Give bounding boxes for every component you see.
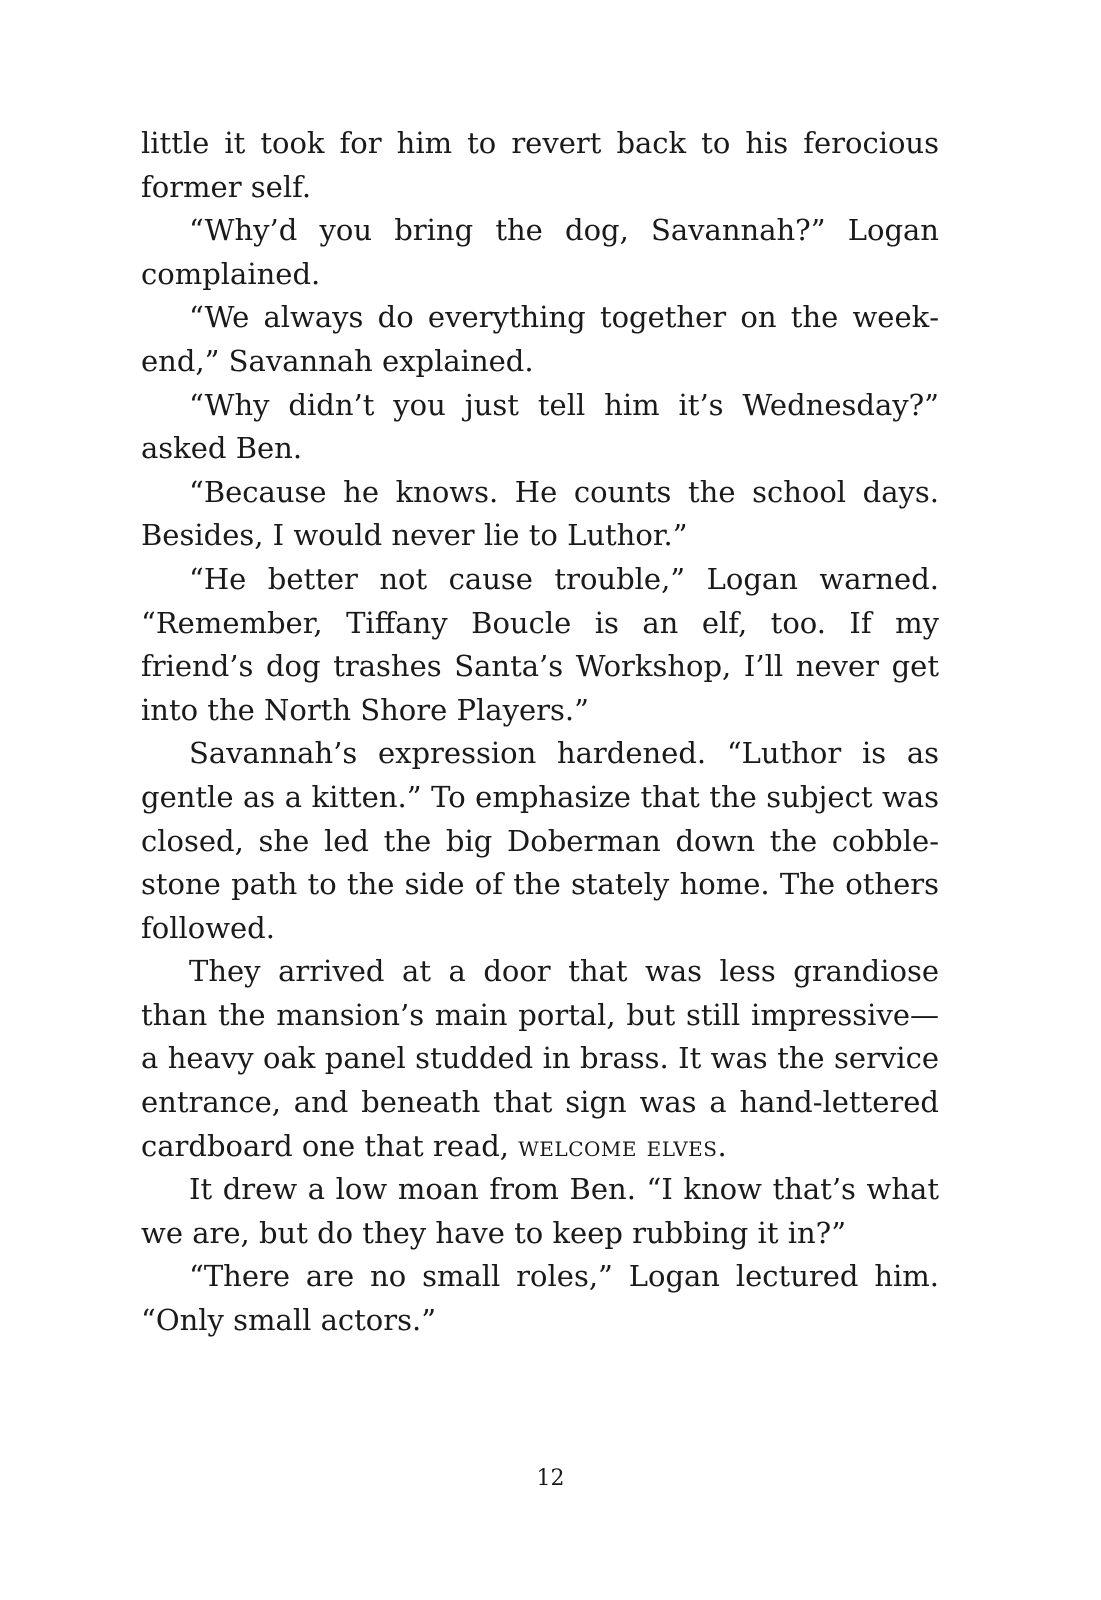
paragraph-8-end: . — [717, 1128, 727, 1163]
paragraph-8-text: They arrived at a door that was less grandiose than the mansion’s main portal, but still impressive—a heavy oak panel studded in brass. It was the service entrance, and beneath that sign was a hand-lettered cardboard one that read, — [141, 954, 939, 1163]
page-number: 12 — [536, 1466, 565, 1491]
paragraph-3: “We always do everything together on the weekend,” Savannah explained. — [141, 300, 939, 378]
paragraph-1: little it took for him to revert back to his ferocious former self. — [141, 126, 939, 204]
body-text — [141, 122, 939, 1343]
paragraph-10: “There are no small roles,” Logan lectured him. “Only small actors.” — [141, 1259, 939, 1338]
paragraph-4: “Why didn’t you just tell him it’s Wednesday?” asked Ben. — [141, 387, 939, 466]
sign-text: welcome elves — [518, 1128, 718, 1163]
paragraph-2: “Why’d you bring the dog, Savannah?” Logan complained. — [141, 213, 939, 291]
paragraph-5: “Because he knows. He counts the school days. Besides, I would never lie to Luthor.” — [141, 474, 939, 553]
paragraph-9: It drew a low moan from Ben. “I know that’s what we are, but do they have to keep rubbing it in?” — [141, 1172, 939, 1250]
paragraph-8 — [141, 950, 939, 1168]
paragraph-7: Savannah’s expression hardened. “Luthor is as gentle as a kitten.” To emphasize that the subject was closed, she led the big Doberman down the cobblestone path to the side of the stately home. The others followed. — [141, 736, 939, 945]
paragraph-6: “He better not cause trouble,” Logan warned. “Remember, Tiffany Boucle is an elf, too. If my friend’s dog trashes Santa’s Workshop, I’ll never get into the North Shore Players.” — [141, 561, 939, 727]
